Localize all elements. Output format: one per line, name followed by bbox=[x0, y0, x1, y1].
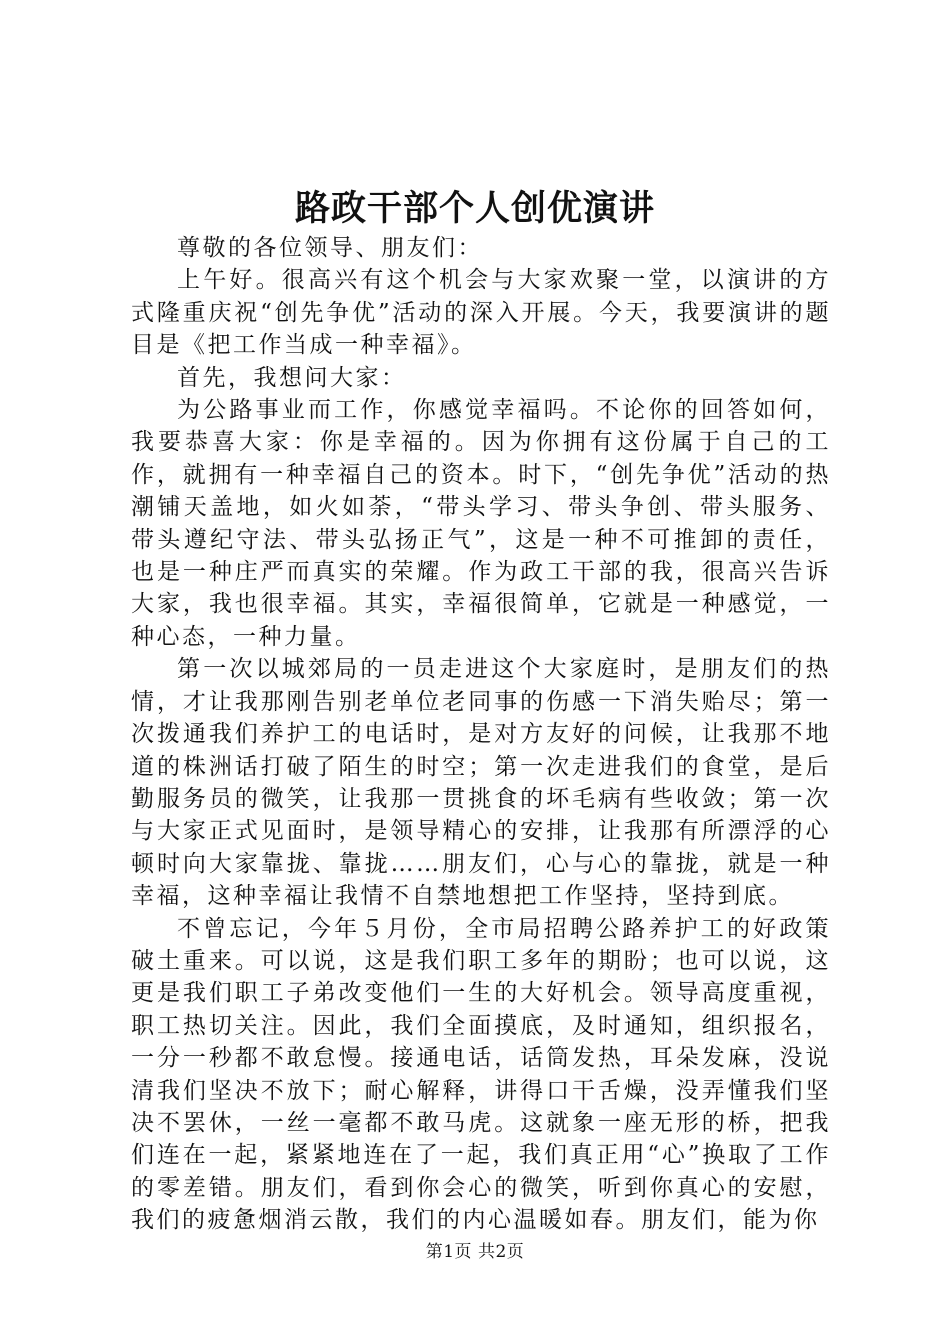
paragraph-happiness: 为公路事业而工作，你感觉幸福吗。不论你的回答如何，我要恭喜大家：你是幸福的。因为你拥有这份属于自己的工作，就拥有一种幸福自己的资本。时下，“创先争优”活动的热潮铺天盖地，如火如荼，“带头学习、带头争创、带头服务、带头遵纪守法、带头弘扬正气”，这是一种不可推卸的责任，也是一种庄严而真实的荣耀。作为政工干部的我，很高兴告诉大家，我也很幸福。其实，幸福很简单，它就是一种感觉，一种心态，一种力量。 bbox=[131, 397, 831, 650]
document-title: 路政干部个人创优演讲 bbox=[294, 189, 655, 229]
paragraph-first-time: 第一次以城郊局的一员走进这个大家庭时，是朋友们的热情，才让我那刚告别老单位老同事的伤感一下消失贻尽；第一次拨通我们养护工的电话时，是对方友好的问候，让我那不地道的株洲话打破了陌生的时空；第一次走进我们的食堂，是后勤服务员的微笑，让我那一贯挑食的坏毛病有些收敛；第一次与大家正式见面时，是领导精心的安排，让我那有所漂浮的心顿时向大家靠拢、靠拢……朋友们，心与心的靠拢，就是一种幸福，这种幸福让我情不自禁地想把工作坚持，坚持到底。 bbox=[131, 656, 831, 910]
paragraph-question: 首先，我想问大家： bbox=[177, 364, 407, 391]
document-body bbox=[131, 232, 831, 1237]
page-footer: 第1页 共2页 bbox=[425, 1242, 525, 1262]
paragraph-greeting: 尊敬的各位领导、朋友们： bbox=[177, 235, 483, 261]
paragraph-intro: 上午好。很高兴有这个机会与大家欢聚一堂，以演讲的方式隆重庆祝“创先争优”活动的深入开展。今天，我要演讲的题目是《把工作当成一种幸福》。 bbox=[131, 267, 831, 359]
paragraph-recruitment: 不曾忘记，今年５月份，全市局招聘公路养护工的好政策破土重来。可以说，这是我们职工多年的期盼；也可以说，这更是我们职工子弟改变他们一生的大好机会。领导高度重视，职工热切关注。因此，我们全面摸底，及时通知，组织报名，一分一秒都不敢怠慢。接通电话，话筒发热，耳朵发麻，没说清我们坚决不放下；耐心解释，讲得口干舌燥，没弄懂我们坚决不罢休，一丝一毫都不敢马虎。这就象一座无形的桥，把我们连在一起，紧紧地连在了一起，我们真正用“心”换取了工作的零差错。朋友们，看到你会心的微笑，听到你真心的安慰，我们的疲惫烟消云散，我们的内心温暖如春。朋友们，能为你 bbox=[131, 915, 831, 1234]
